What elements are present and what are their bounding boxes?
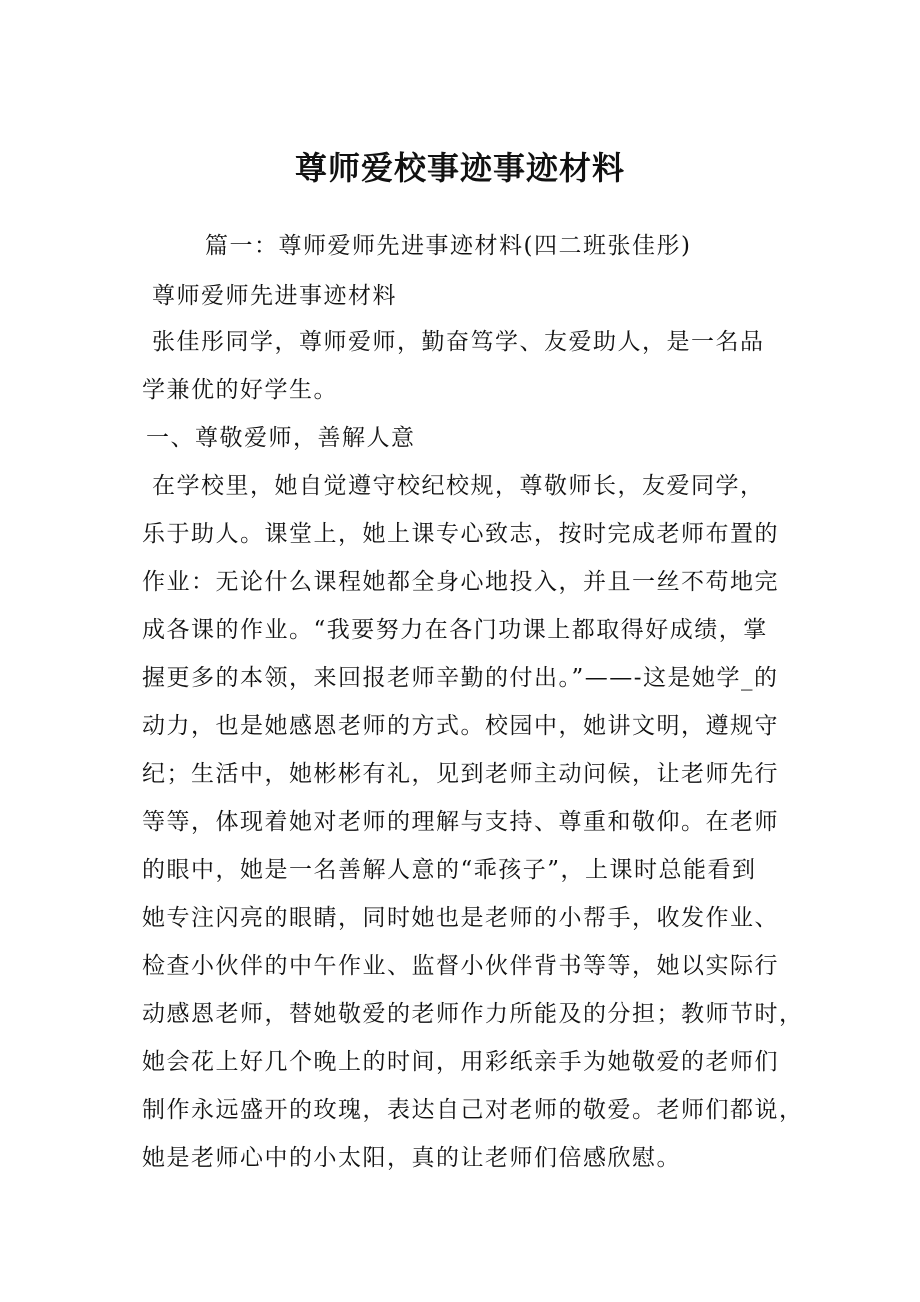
body-line: 的眼中，她是一名善解人意的“乖孩子”，上课时总能看到 — [142, 857, 757, 883]
intro-line: 学兼优的好学生。 — [142, 377, 338, 403]
body-line: 乐于助人。课堂上，她上课专心致志，按时完成老师布置的 — [142, 521, 779, 547]
body-line: 握更多的本领，来回报老师辛勤的付出。”——-这是她学_的 — [142, 665, 779, 691]
body-line: 动感恩老师，替她敬爱的老师作力所能及的分担；教师节时， — [142, 1001, 804, 1027]
article-heading: 尊师爱师先进事迹材料 — [152, 283, 397, 309]
body-line: 纪；生活中，她彬彬有礼，见到老师主动问候，让老师先行 — [142, 761, 779, 787]
body-line: 在学校里，她自觉遵守校纪校规，尊敬师长，友爱同学， — [152, 473, 765, 499]
body-line: 她是老师心中的小太阳，真的让老师们倍感欣慰。 — [142, 1145, 681, 1171]
article-subtitle: 篇一：尊师爱师先进事迹材料(四二班张佳彤) — [205, 233, 692, 259]
body-line: 她专注闪亮的眼睛，同时她也是老师的小帮手，收发作业、 — [142, 905, 779, 931]
document-title: 尊师爱校事迹事迹材料 — [294, 149, 625, 187]
body-line: 她会花上好几个晚上的时间，用彩纸亲手为她敬爱的老师们 — [142, 1049, 779, 1075]
body-line: 成各课的作业。“我要努力在各门功课上都取得好成绩，掌 — [142, 617, 768, 643]
body-line: 动力，也是她感恩老师的方式。校园中，她讲文明，遵规守 — [142, 713, 779, 739]
intro-line: 张佳彤同学，尊师爱师，勤奋笃学、友爱助人，是一名品 — [152, 329, 765, 355]
body-line: 制作永远盛开的玫瑰，表达自己对老师的敬爱。老师们都说， — [142, 1097, 804, 1123]
section-heading: 一、尊敬爱师，善解人意 — [146, 425, 416, 451]
body-line: 等等，体现着她对老师的理解与支持、尊重和敬仰。在老师 — [142, 809, 779, 835]
body-line: 作业：无论什么课程她都全身心地投入，并且一丝不苟地完 — [142, 569, 779, 595]
body-line: 检查小伙伴的中午作业、监督小伙伴背书等等，她以实际行 — [142, 953, 779, 979]
